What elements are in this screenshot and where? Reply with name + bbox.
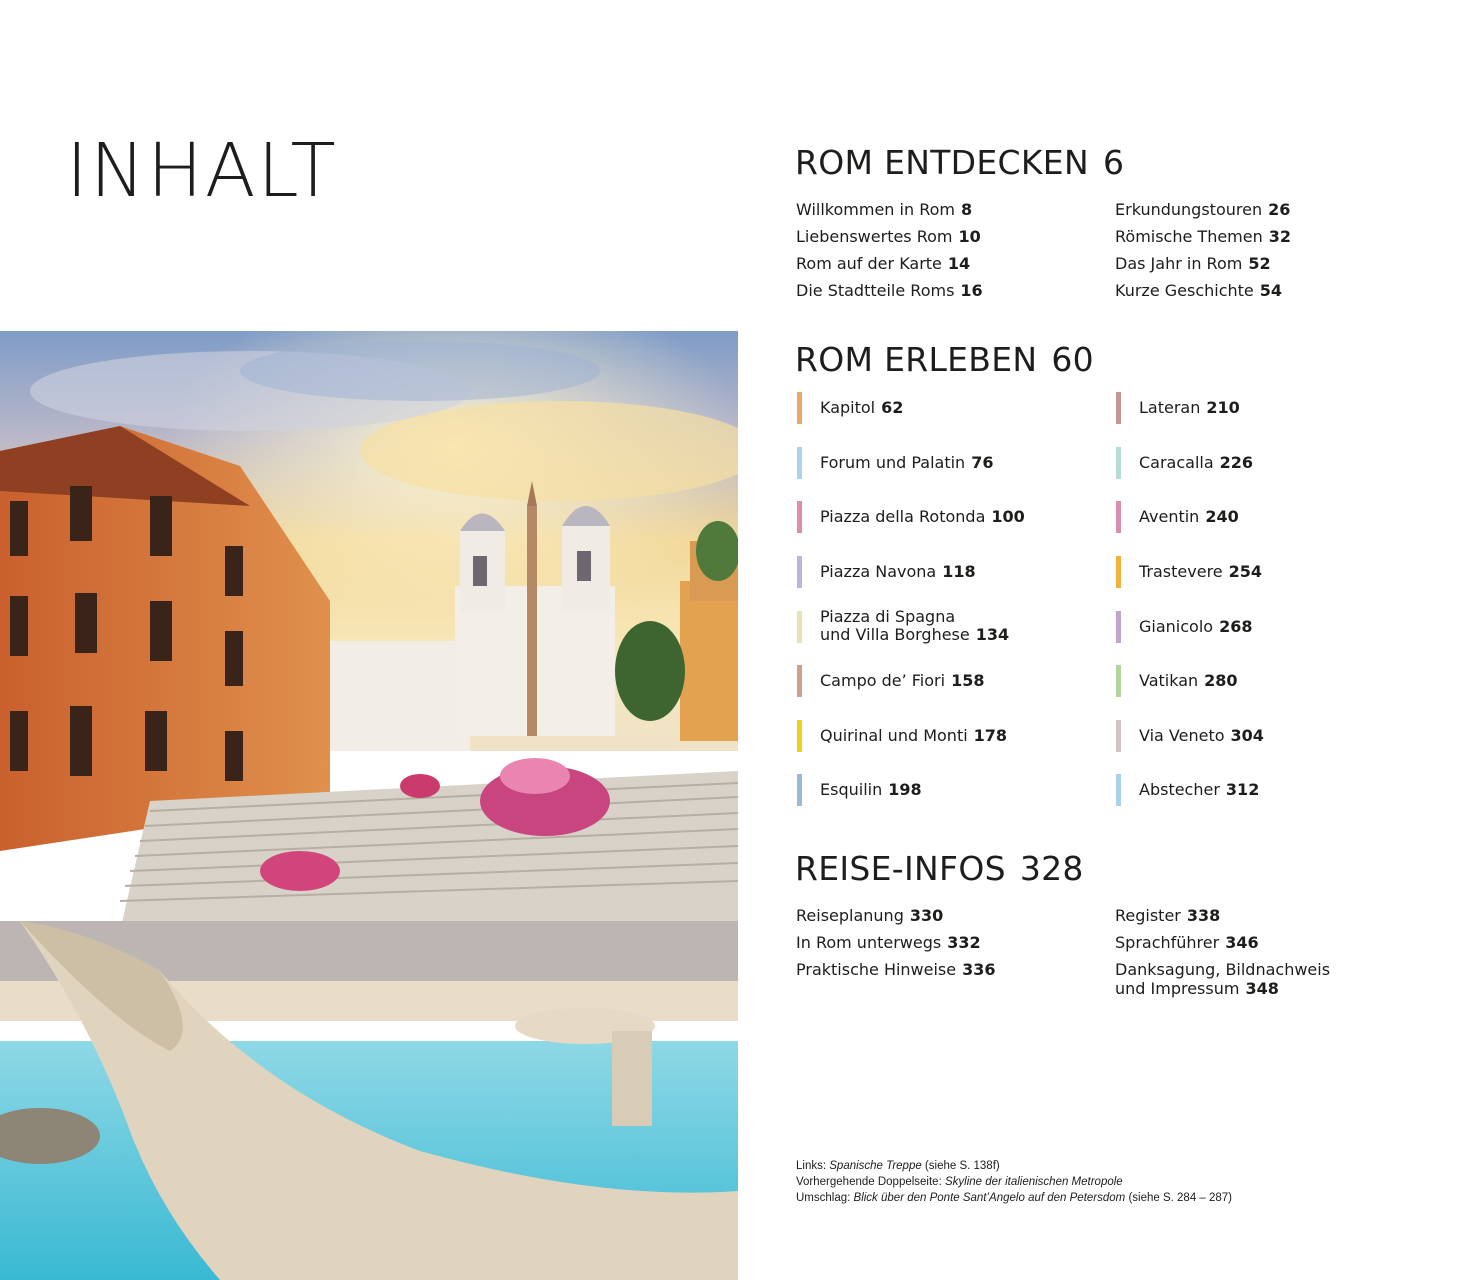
entry-page: 14 [947, 254, 971, 273]
chapter-color-bar [797, 611, 802, 643]
toc-entry[interactable] [796, 906, 943, 925]
credit-line: Vorhergehende Doppelseite: Skyline der italienischen Metropole [796, 1176, 1123, 1188]
entry-label: Register [1115, 906, 1181, 925]
entry-label-line2: und Impressum [1115, 979, 1240, 998]
chapter-label: Quirinal und Monti 178 [820, 726, 1008, 745]
toc-entry[interactable] [1115, 906, 1220, 925]
entry-label: Willkommen in Rom [796, 200, 955, 219]
entry-label: Praktische Hinweise [796, 960, 957, 979]
chapter-color-bar [797, 556, 802, 588]
section-page-number: 6 [1102, 143, 1125, 182]
toc-entry[interactable] [1115, 281, 1282, 300]
entry-page: 336 [962, 960, 996, 979]
chapter-label: Piazza Navona 118 [820, 562, 976, 581]
chapter-color-bar [797, 774, 802, 806]
chapter-color-bar [1116, 392, 1121, 424]
entry-label: Kurze Geschichte [1115, 281, 1254, 300]
toc-entry[interactable] [796, 227, 981, 246]
entry-label: Sprachführer [1115, 933, 1220, 952]
chapter-label: Piazza di Spagna und Villa Borghese 134 [820, 607, 1010, 644]
chapter-label: Forum und Palatin 76 [820, 453, 994, 472]
chapter-color-bar [1116, 611, 1121, 643]
chapter-color-bar [1116, 720, 1121, 752]
spanish-steps-photo [0, 331, 738, 1280]
section-page-number: 60 [1051, 340, 1094, 379]
toc-entry[interactable] [796, 200, 972, 219]
entry-label: Rom auf der Karte [796, 254, 942, 273]
chapter-label: Vatikan 280 [1139, 671, 1238, 690]
entry-page: 330 [909, 906, 944, 925]
chapter-label: Gianicolo 268 [1139, 617, 1253, 636]
section-title: ROM ENTDECKEN [795, 143, 1089, 182]
entry-label: Liebenswertes Rom [796, 227, 953, 246]
toc-entry[interactable] [1115, 200, 1290, 219]
entry-page: 26 [1268, 200, 1291, 219]
chapter-label: Esquilin 198 [820, 780, 922, 799]
entry-label: Die Stadtteile Roms [796, 281, 955, 300]
chapter-color-bar [797, 720, 802, 752]
entry-page: 332 [947, 933, 981, 952]
toc-entry[interactable] [796, 933, 981, 952]
entry-label: Das Jahr in Rom [1115, 254, 1243, 273]
chapter-color-bar [1116, 447, 1121, 479]
chapter-color-bar [1116, 665, 1121, 697]
chapter-label: Lateran 210 [1139, 398, 1240, 417]
chapter-color-bar [797, 665, 802, 697]
toc-entry[interactable] [1115, 254, 1271, 273]
entry-page: 338 [1186, 906, 1221, 925]
section-page-number: 328 [1019, 849, 1084, 888]
chapter-label: Aventin 240 [1139, 507, 1239, 526]
chapter-label: Piazza della Rotonda 100 [820, 507, 1025, 526]
chapter-label: Via Veneto 304 [1139, 726, 1264, 745]
entry-page: 16 [960, 281, 983, 300]
section-title: ROM ERLEBEN [795, 340, 1038, 379]
entry-page: 54 [1259, 281, 1283, 300]
section-heading-infos [795, 849, 1084, 888]
photo-credits [796, 1158, 1232, 1206]
toc-entry[interactable] [796, 254, 970, 273]
chapter-color-bar [797, 447, 802, 479]
chapter-label: Kapitol 62 [820, 398, 904, 417]
entry-page: 52 [1248, 254, 1271, 273]
entry-label: Reiseplanung [796, 906, 904, 925]
toc-entry[interactable] [796, 960, 996, 979]
page-title: INHALT [66, 128, 338, 214]
entry-page: 348 [1245, 979, 1279, 998]
chapter-color-bar [1116, 501, 1121, 533]
entry-label: In Rom unterwegs [796, 933, 942, 952]
entry-label: Römische Themen [1115, 227, 1263, 246]
entry-page: 346 [1225, 933, 1259, 952]
entry-page: 32 [1268, 227, 1292, 246]
toc-entry[interactable] [1115, 933, 1259, 952]
chapter-label: Campo de’ Fiori 158 [820, 671, 985, 690]
chapter-label: Trastevere 254 [1139, 562, 1263, 581]
toc-entry[interactable] [1115, 960, 1330, 998]
section-title: REISE-INFOS [795, 849, 1006, 888]
chapter-label: Caracalla 226 [1139, 453, 1254, 472]
section-heading-discover [795, 143, 1125, 182]
entry-page: 10 [958, 227, 981, 246]
entry-label: Danksagung, Bildnachweis [1115, 960, 1331, 979]
chapter-color-bar [797, 501, 802, 533]
entry-page: 8 [960, 200, 973, 219]
toc-entry[interactable] [796, 281, 983, 300]
entry-label: Erkundungstouren [1115, 200, 1263, 219]
chapter-color-bar [797, 392, 802, 424]
toc-entry[interactable] [1115, 227, 1291, 246]
section-heading-experience [795, 340, 1094, 379]
credit-line: Links: Spanische Treppe (siehe S. 138f) [796, 1160, 1000, 1172]
chapter-color-bar [1116, 774, 1121, 806]
chapter-label: Abstecher 312 [1139, 780, 1260, 799]
credit-line: Umschlag: Blick über den Ponte Sant’Angelo auf den Petersdom (siehe S. 284 – 287) [796, 1192, 1233, 1204]
chapter-color-bar [1116, 556, 1121, 588]
